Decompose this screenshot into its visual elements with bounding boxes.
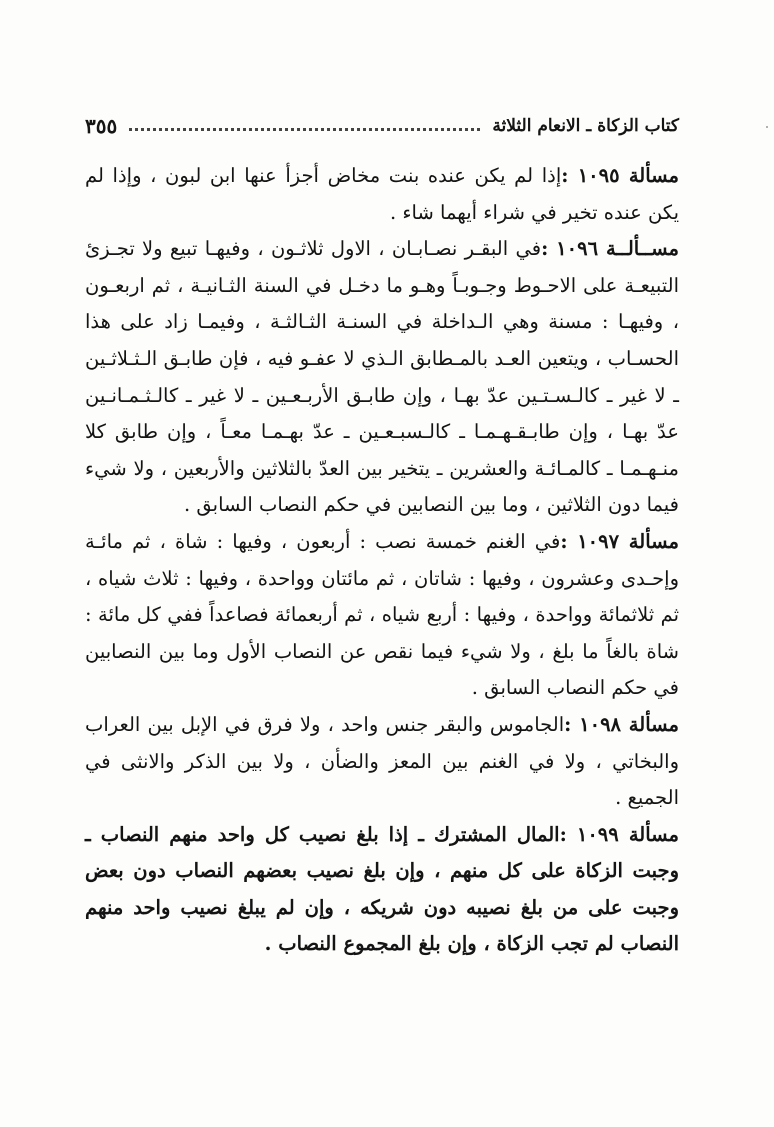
issue-text: في البقـر نصـابـان ، الاول ثلاثـون ، وفيهـا تبيع ولا تجـزئ التبيعـة على الاحـوط وجـوبـاً وهـو ما دخـل في السنة الثـانيـة ، ثم اربعـون ، وفيهـا : مسنة وهي الـداخلة في السنـة الثـالثـة ، وفيمـا زاد على هذا الحسـاب ، ويتعين العـد بالمـطابق الـذي لا عفـو فيه ، فإن طابـق الـثـلاثـين ـ لا غير ـ كالـسـتـين عدّ بهـا ، وإن طابـق الأربـعـين ـ لا غير ـ كالـثـمـانـين عدّ بهـا ، وإن طابـقـهـمـا ـ كالـسبـعـين ـ عدّ بهـمـا معـاً ، وإن طابق كلا منـهـمـا ـ كالمـائـة والعشرين ـ يتخير بين العدّ بالثلاثين والأربعين ، ولا شيء فيما دون الثلاثين ، وما بين النصابين في حكم النصاب السابق . — [85, 237, 679, 517]
issue-1096 — [85, 231, 679, 524]
issue-1098 — [85, 707, 679, 817]
running-header — [85, 112, 679, 140]
issue-1097 — [85, 524, 679, 707]
issue-text: إذا لم يكن عنده بنت مخاض أجزأ عنها ابن لبون ، وإذا لم يكن عنده تخير في شراء أيهما شاء . — [85, 164, 679, 224]
issue-label: مسألة ١٠٩٨ : — [564, 712, 679, 736]
issue-text: المال المشترك ـ إذا بلغ نصيب كل واحد منهم النصاب ـ وجبت الزكاة على كل منهم ، وإن بلغ نصيب بعضهم النصاب دون بعض وجبت على من بلغ نصيبه دون شريكه ، وإن لم يبلغ نصيب واحد منهم النصاب لم تجب الزكاة ، وإن بلغ المجموع النصاب . — [85, 822, 679, 956]
issue-text: الجاموس والبقر جنس واحد ، ولا فرق في الإبل بين العراب والبخاتي ، ولا في الغنم بين المعز والضأن ، ولا بين الذكر والانثى في الجميع . — [85, 712, 679, 810]
margin-dot — [766, 126, 768, 128]
page-number: ٣٥٥ — [85, 114, 118, 138]
issue-text: في الغنم خمسة نصب : أربعون ، وفيها : شاة ، ثم مائـة وإحـدى وعشرون ، وفيها : شاتان ، ثم مائتان وواحدة ، وفيها : ثلاث شياه ، ثم ثلاثمائة وواحدة ، وفيها : أربع شياه ، ثم أربعمائة فصاعداً ففي كل مائة : شاة بالغاً ما بلغ ، ولا شيء فيما نقص عن النصاب الأول وما بين النصابين في حكم النصاب السابق . — [85, 529, 679, 700]
issue-1095 — [85, 158, 679, 231]
body-text — [85, 158, 679, 963]
issue-label: مسألة ١٠٩٩ : — [559, 822, 680, 846]
book-page — [85, 112, 679, 963]
header-title: كتاب الزكاة ـ الانعام الثلاثة — [492, 116, 679, 136]
header-dot-leader — [129, 128, 480, 131]
issue-label: مسألة ١٠٩٧ : — [560, 529, 679, 553]
issue-1099 — [85, 817, 679, 963]
issue-label: مســألــة ١٠٩٦ : — [541, 237, 680, 261]
issue-label: مسألة ١٠٩٥ : — [561, 164, 679, 187]
